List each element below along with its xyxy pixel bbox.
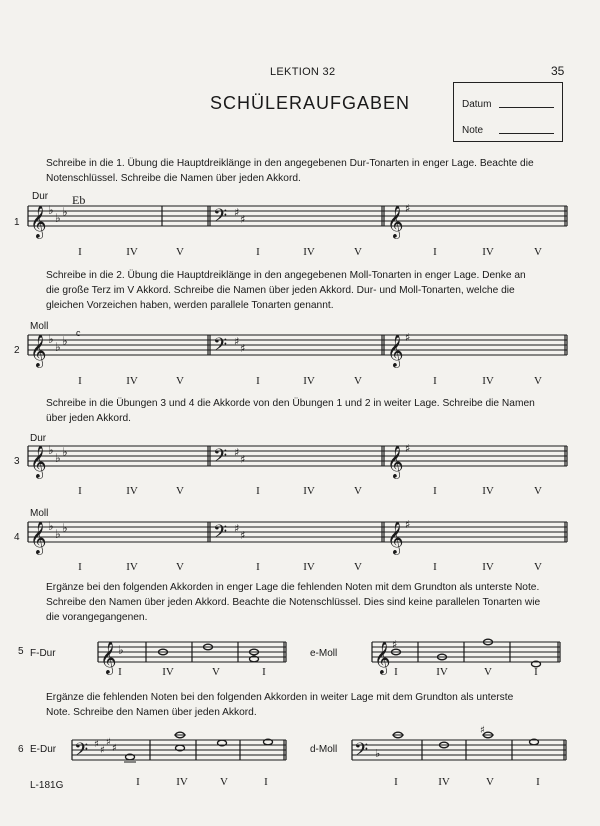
flat-icon: ♭ bbox=[48, 519, 54, 533]
numeral-V: V bbox=[354, 246, 362, 258]
numeral-I: I bbox=[78, 246, 82, 258]
ex6-right-key: d-Moll bbox=[310, 744, 338, 755]
ex6-number: 6 bbox=[18, 744, 24, 755]
flat-icon: ♭ bbox=[375, 747, 381, 760]
numeral-IV: IV bbox=[303, 375, 315, 387]
numeral-I: I bbox=[136, 776, 140, 788]
sharp-icon: ♯ bbox=[112, 743, 117, 754]
lesson-heading: LEKTION 32 bbox=[270, 66, 336, 78]
ex6-left-key: E-Dur bbox=[30, 744, 57, 755]
instruction-5: Ergänze bei den folgenden Akkorden in enger Lage die fehlenden Noten mit dem Grundton als unterste Note. Schreibe den Namen über jeden Akkord. Beachte die Notenschlüssel. Dies sind keine parallelen Tonarten wie die vorangegangenen. bbox=[46, 582, 541, 623]
ex2-mode: Moll bbox=[30, 321, 49, 332]
numeral-V: V bbox=[534, 485, 542, 497]
numeral-V: V bbox=[176, 561, 184, 573]
numeral-V: V bbox=[212, 666, 220, 678]
flat-icon: ♭ bbox=[48, 203, 54, 217]
numeral-I: I bbox=[264, 776, 268, 788]
treble-clef-icon: 𝄞 bbox=[100, 641, 117, 674]
bass-clef-icon: 𝄢 bbox=[354, 740, 369, 765]
page-number: 35 bbox=[551, 64, 565, 78]
sharp-icon: ♯ bbox=[405, 331, 411, 344]
numeral-V: V bbox=[486, 776, 494, 788]
numeral-I: I bbox=[78, 375, 82, 387]
sharp-icon: ♯ bbox=[100, 745, 105, 756]
flat-icon: ♭ bbox=[48, 443, 54, 457]
flat-icon: ♭ bbox=[48, 332, 54, 346]
bass-clef-icon: 𝄢 bbox=[213, 206, 228, 231]
bass-clef-icon: 𝄢 bbox=[74, 740, 89, 765]
numeral-IV: IV bbox=[482, 561, 494, 573]
treble-clef-icon: 𝄞 bbox=[387, 521, 404, 554]
datum-label: Datum bbox=[462, 99, 492, 110]
flat-icon: ♭ bbox=[62, 334, 68, 348]
flat-icon: ♭ bbox=[55, 340, 61, 354]
numeral-I: I bbox=[256, 485, 260, 497]
sharp-icon: ♯ bbox=[234, 206, 240, 219]
sharp-icon: ♯ bbox=[405, 202, 411, 215]
numeral-I: I bbox=[433, 246, 437, 258]
numeral-V: V bbox=[354, 485, 362, 497]
numeral-V: V bbox=[176, 246, 184, 258]
flat-icon: ♭ bbox=[55, 211, 61, 225]
flat-icon: ♭ bbox=[55, 527, 61, 541]
sharp-icon: ♯ bbox=[106, 737, 111, 748]
instruction-1: Schreibe in die 1. Übung die Hauptdreiklänge in den angegebenen Dur-Tonarten in enger Lage. Beachte die Notenschlüssel. Schreibe die Namen über jeden Akkord. bbox=[46, 158, 534, 184]
numeral-IV: IV bbox=[176, 776, 188, 788]
sharp-icon: ♯ bbox=[240, 453, 246, 466]
numeral-I: I bbox=[534, 666, 538, 678]
sharp-icon: ♯ bbox=[480, 725, 485, 736]
ex2-number: 2 bbox=[14, 345, 20, 356]
numeral-I: I bbox=[256, 375, 260, 387]
catalog-code: L-181G bbox=[30, 780, 64, 791]
instruction-6: Ergänze die fehlenden Noten bei den folgenden Akkorden in weiter Lage mit dem Grundton als unterste Note. Schreibe den Namen über jeden Akkord. bbox=[46, 692, 514, 718]
numeral-V: V bbox=[176, 375, 184, 387]
numeral-I: I bbox=[78, 485, 82, 497]
flat-icon: ♭ bbox=[62, 521, 68, 535]
instruction-2: Schreibe in die 2. Übung die Hauptdreiklänge in den angegebenen Moll-Tonarten in enger Lage. Denke an die große Terz im V Akkord. Schreibe die Namen über jeden Akkord. Dur- und Moll-Tonarten, welche die gleichen Vorzeichen haben, werden parallele Tonarten genannt. bbox=[46, 270, 526, 311]
numeral-IV: IV bbox=[482, 485, 494, 497]
staff-4 bbox=[28, 522, 567, 542]
ex4-mode: Moll bbox=[30, 508, 49, 519]
flat-icon: ♭ bbox=[55, 451, 61, 465]
numeral-V: V bbox=[534, 375, 542, 387]
numeral-I: I bbox=[118, 666, 122, 678]
numeral-IV: IV bbox=[303, 561, 315, 573]
flat-icon: ♭ bbox=[62, 445, 68, 459]
bass-clef-icon: 𝄢 bbox=[213, 335, 228, 360]
numeral-IV: IV bbox=[126, 246, 138, 258]
ex1-mode: Dur bbox=[32, 191, 49, 202]
instruction-3-4: Schreibe in die Übungen 3 und 4 die Akkorde von den Übungen 1 und 2 in weiter Lage. Schreibe die Namen über jeden Akkord. bbox=[46, 398, 535, 424]
numeral-V: V bbox=[534, 246, 542, 258]
sharp-icon: ♯ bbox=[240, 529, 246, 542]
sharp-icon: ♯ bbox=[240, 342, 246, 355]
ex3-number: 3 bbox=[14, 456, 20, 467]
numeral-I: I bbox=[256, 561, 260, 573]
ex5-left-key: F-Dur bbox=[30, 648, 56, 659]
numeral-IV: IV bbox=[436, 666, 448, 678]
sharp-icon: ♯ bbox=[240, 213, 246, 226]
staff-6 bbox=[72, 740, 566, 760]
staff-3 bbox=[28, 446, 567, 466]
numeral-IV: IV bbox=[126, 375, 138, 387]
flat-icon: ♭ bbox=[118, 643, 124, 657]
numeral-I: I bbox=[433, 485, 437, 497]
treble-clef-icon: 𝄞 bbox=[387, 205, 404, 238]
numeral-IV: IV bbox=[126, 485, 138, 497]
ex3-mode: Dur bbox=[30, 433, 47, 444]
numeral-V: V bbox=[534, 561, 542, 573]
sharp-icon: ♯ bbox=[234, 522, 240, 535]
ex4-number: 4 bbox=[14, 532, 20, 543]
treble-clef-icon: 𝄞 bbox=[30, 205, 47, 238]
sharp-icon: ♯ bbox=[234, 446, 240, 459]
ex1-handwritten-key: Eb bbox=[72, 193, 86, 207]
treble-clef-icon: 𝄞 bbox=[30, 334, 47, 367]
staff-1 bbox=[28, 206, 567, 226]
sharp-icon: ♯ bbox=[405, 442, 411, 455]
numeral-IV: IV bbox=[482, 246, 494, 258]
sharp-icon: ♯ bbox=[405, 518, 411, 531]
numeral-I: I bbox=[262, 666, 266, 678]
numeral-IV: IV bbox=[303, 246, 315, 258]
numeral-IV: IV bbox=[482, 375, 494, 387]
numeral-I: I bbox=[536, 776, 540, 788]
numeral-IV: IV bbox=[162, 666, 174, 678]
numeral-I: I bbox=[256, 246, 260, 258]
numeral-V: V bbox=[354, 375, 362, 387]
page-title: SCHÜLERAUFGABEN bbox=[210, 93, 411, 113]
flat-icon: ♭ bbox=[62, 205, 68, 219]
numeral-V: V bbox=[220, 776, 228, 788]
bass-clef-icon: 𝄢 bbox=[213, 446, 228, 471]
treble-clef-icon: 𝄞 bbox=[30, 445, 47, 478]
numeral-IV: IV bbox=[126, 561, 138, 573]
ex2-handwritten-key: c bbox=[76, 328, 81, 338]
ex5-number: 5 bbox=[18, 646, 24, 657]
ex1-number: 1 bbox=[14, 217, 20, 228]
numeral-I: I bbox=[78, 561, 82, 573]
numeral-V: V bbox=[176, 485, 184, 497]
treble-clef-icon: 𝄞 bbox=[387, 334, 404, 367]
numeral-IV: IV bbox=[438, 776, 450, 788]
numeral-V: V bbox=[484, 666, 492, 678]
bass-clef-icon: 𝄢 bbox=[213, 522, 228, 547]
numeral-I: I bbox=[433, 375, 437, 387]
treble-clef-icon: 𝄞 bbox=[387, 445, 404, 478]
numeral-I: I bbox=[394, 776, 398, 788]
treble-clef-icon: 𝄞 bbox=[30, 521, 47, 554]
sharp-icon: ♯ bbox=[234, 335, 240, 348]
ex5-right-key: e-Moll bbox=[310, 648, 338, 659]
note-label: Note bbox=[462, 125, 484, 136]
sharp-icon: ♯ bbox=[94, 739, 99, 750]
numeral-IV: IV bbox=[303, 485, 315, 497]
treble-clef-icon: 𝄞 bbox=[374, 641, 391, 674]
staff-2 bbox=[28, 335, 567, 355]
numeral-I: I bbox=[394, 666, 398, 678]
sharp-icon: ♯ bbox=[392, 638, 398, 651]
numeral-V: V bbox=[354, 561, 362, 573]
numeral-I: I bbox=[433, 561, 437, 573]
